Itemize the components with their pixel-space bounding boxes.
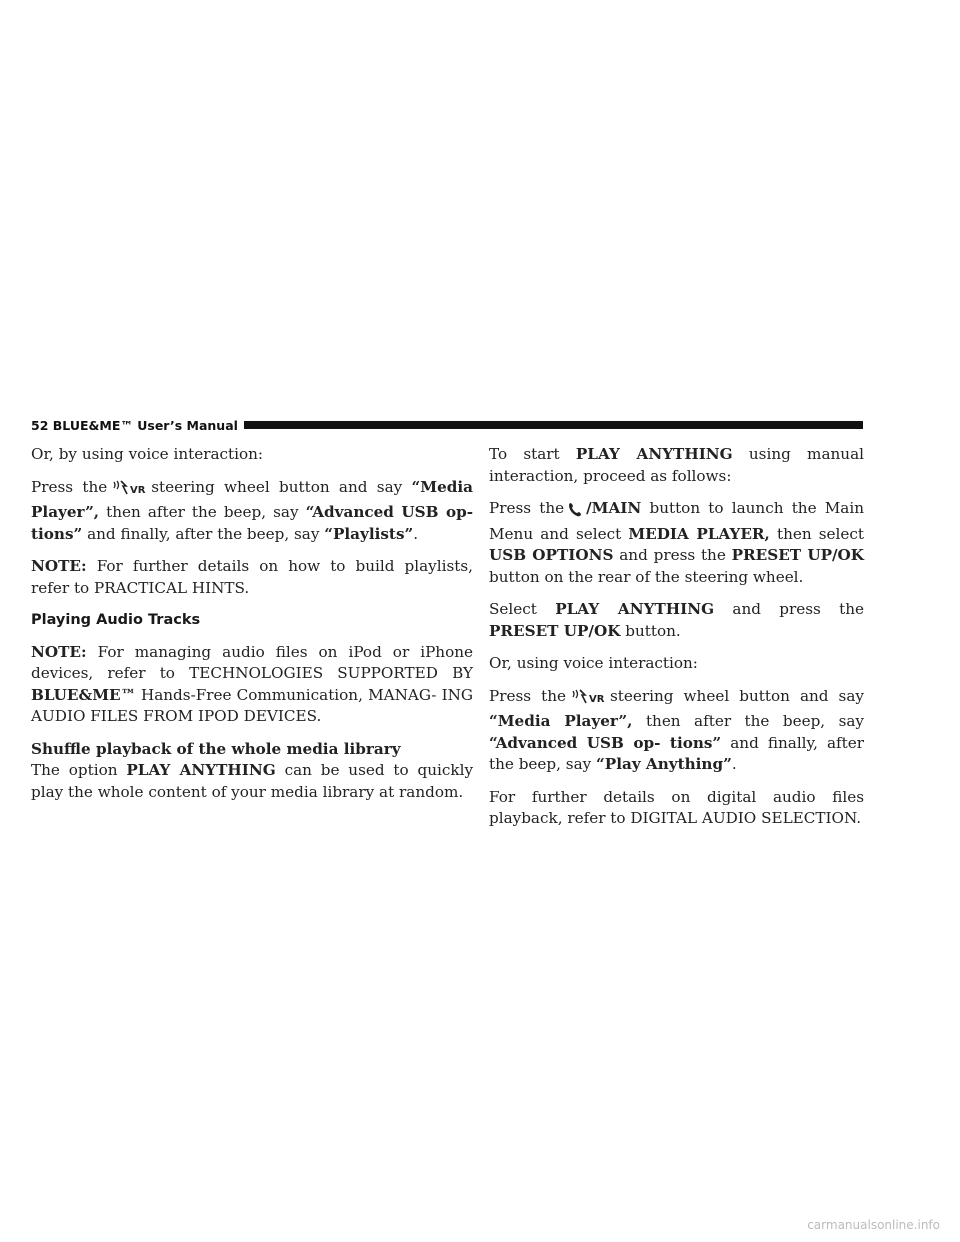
page-number: 52 xyxy=(31,417,49,433)
subheading-shuffle: Shuffle playback of the whole media library xyxy=(31,739,401,758)
paragraph-further-details: For further details on digital audio files playback, refer to DIGITAL AUDIO SELECTION. xyxy=(489,787,864,827)
voice-recognition-icon xyxy=(111,478,147,503)
paragraph-main-menu: Press the /MAIN button to launch the Main Menu and select MEDIA PLAYER, then select USB OPTIONS and press the PRESET UP/OK button on the rear of the steering wheel. xyxy=(489,499,864,586)
note-ipod: NOTE: For managing audio files on iPod or iPhone devices, refer to TECHNOLOGIES SUPPORTED BY BLUE&ME™ Hands-Free Communication, MANAG- ING AUDIO FILES FROM IPOD DEVICES. xyxy=(31,642,473,725)
paragraph-voice-steps: Press the VR steering wheel button and say “Media Player”, then after the beep, say “Advanced USB op- tions” and finally, after the beep, say “Playlists”. xyxy=(31,477,473,543)
page-header xyxy=(31,416,863,434)
left-column xyxy=(31,444,473,814)
paragraph-voice-steps-right: Press the VR steering wheel button and say “Media Player”, then after the beep, say “Advanced USB op- tions” and finally, after the beep, say “Play Anything”. xyxy=(489,686,865,773)
manual-title: BLUE&ME™ User’s Manual xyxy=(52,417,238,433)
page-header-text xyxy=(31,418,238,433)
paragraph-voice-intro-right: Or, using voice interaction: xyxy=(489,654,698,672)
paragraph-voice-intro: Or, by using voice interaction: xyxy=(31,445,264,463)
watermark: carmanualsonline.info xyxy=(807,1218,940,1232)
svg-text:VR: VR xyxy=(589,693,605,705)
header-rule xyxy=(244,421,863,429)
phone-main-icon xyxy=(568,501,582,524)
paragraph-play-anything: The option PLAY ANYTHING can be used to quickly play the whole content of your media library at random. xyxy=(31,761,474,801)
section-heading: Playing Audio Tracks xyxy=(31,612,201,628)
right-column xyxy=(489,444,864,841)
paragraph-manual-start: To start PLAY ANYTHING using manual interaction, proceed as follows: xyxy=(489,445,864,485)
paragraph-select-play-anything: Select PLAY ANYTHING and press the PRESET UP/OK button. xyxy=(489,600,865,640)
voice-recognition-icon xyxy=(570,687,606,712)
svg-text:VR: VR xyxy=(130,484,146,496)
note-label: NOTE: xyxy=(31,557,87,575)
note-label: NOTE: xyxy=(31,642,87,661)
note-playlists: NOTE: For further details on how to build playlists, refer to PRACTICAL HINTS. xyxy=(31,557,473,597)
